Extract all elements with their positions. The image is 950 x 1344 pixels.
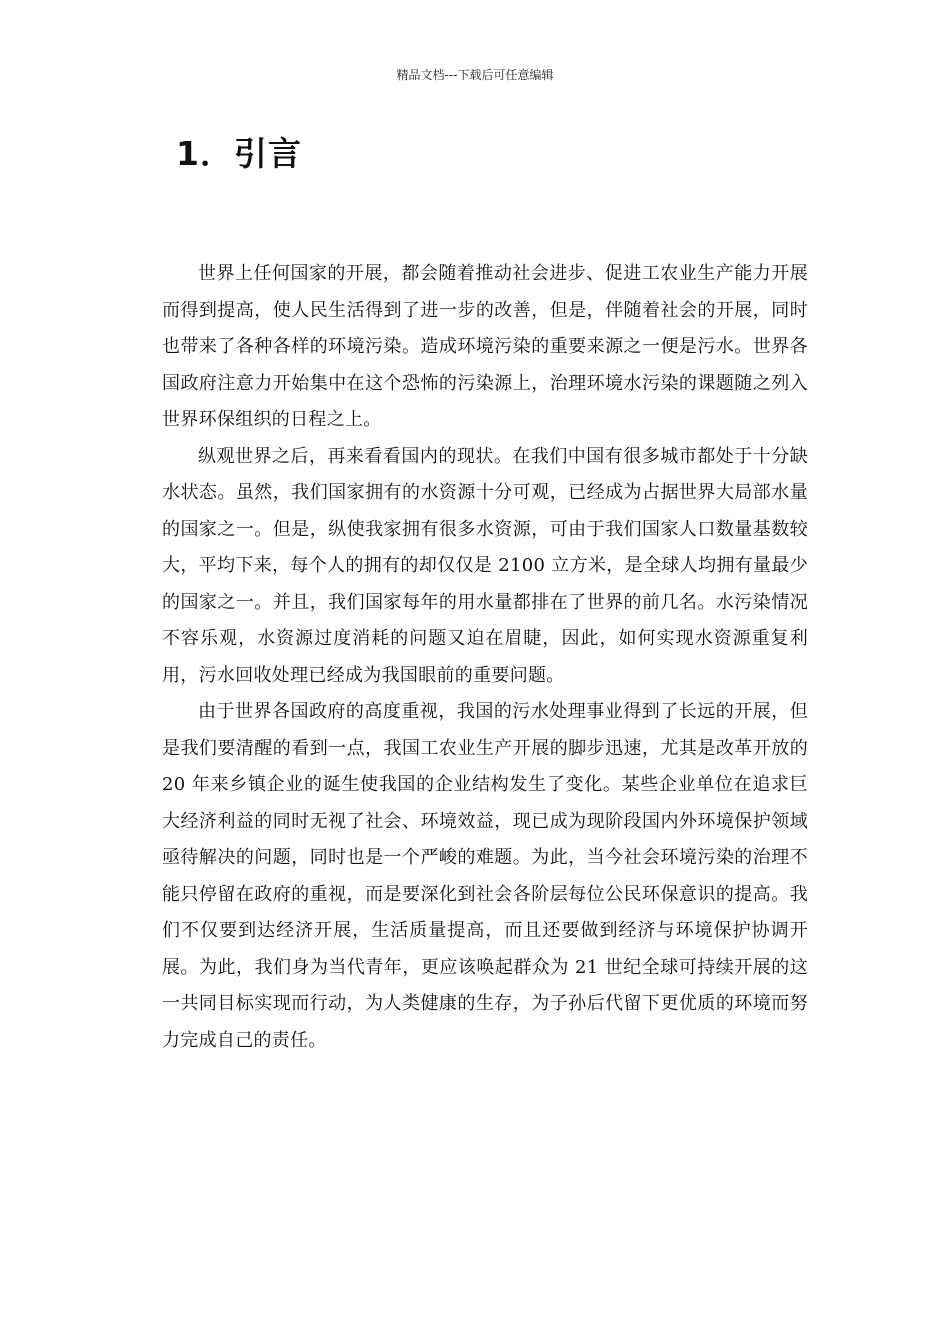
section-title: 1．引言 (176, 134, 302, 173)
page-header: 精品文档---下载后可任意编辑 (396, 68, 554, 82)
body-text (162, 256, 808, 1059)
paragraph-3: 由于世界各国政府的高度重视，我国的污水处理事业得到了长远的开展，但是我们要清醒的看到一点，我国工农业生产开展的脚步迅速，尤其是改革开放的 20 年来乡镇企业的诞生使我国的企业结构发生了变化。某些企业单位在追求巨大经济利益的同时无视了社会、环境效益，现已成为现阶段国内外环境保护领域亟待解决的问题，同时也是一个严峻的难题。为此，当今社会环境污染的治理不能只停留在政府的重视，而是要深化到社会各阶层每位公民环保意识的提高。我们不仅要到达经济开展，生活质量提高，而且还要做到经济与环境保护协调开展。为此，我们身为当代青年，更应该唤起群众为 21 世纪全球可持续开展的这一共同目标实现而行动，为人类健康的生存，为子孙后代留下更优质的环境而努力完成自己的责任。 (162, 701, 808, 1051)
paragraph-1: 世界上任何国家的开展，都会随着推动社会进步、促进工农业生产能力开展而得到提高，使人民生活得到了进一步的改善，但是，伴随着社会的开展，同时也带来了各种各样的环境污染。造成环境污染的重要来源之一便是污水。世界各国政府注意力开始集中在这个恐怖的污染源上，治理环境水污染的课题随之列入世界环保组织的日程之上。 (162, 263, 808, 430)
paragraph-2: 纵观世界之后，再来看看国内的现状。在我们中国有很多城市都处于十分缺水状态。虽然，我们国家拥有的水资源十分可观，已经成为占据世界大局部水量的国家之一。但是，纵使我家拥有很多水资源，可由于我们国家人口数量基数较大，平均下来，每个人的拥有的却仅仅是 2100 立方米，是全球人均拥有量最少的国家之一。并且，我们国家每年的用水量都排在了世界的前几名。水污染情况不容乐观，水资源过度消耗的问题又迫在眉睫，因此，如何实现水资源重复利用，污水回收处理已经成为我国眼前的重要问题。 (162, 445, 808, 686)
